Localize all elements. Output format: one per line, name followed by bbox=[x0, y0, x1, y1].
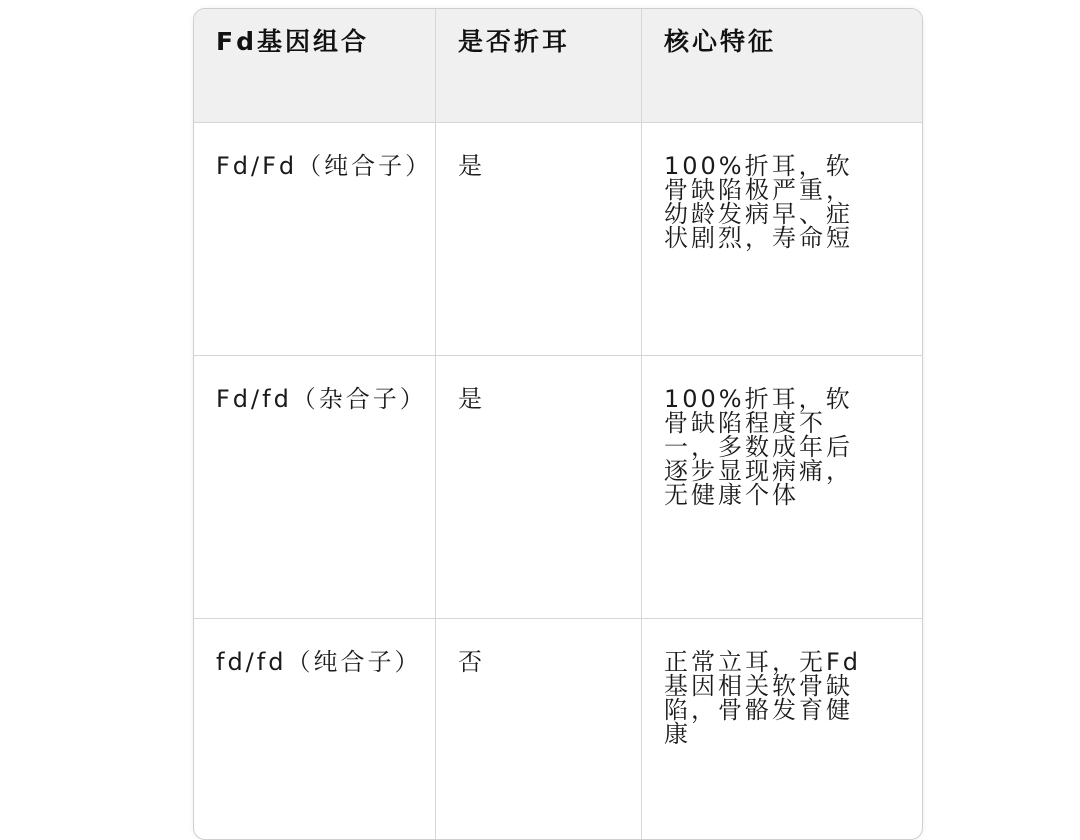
table-header-row bbox=[194, 9, 922, 123]
header-folded-ear: 是否折耳 bbox=[436, 9, 642, 122]
table-row bbox=[194, 123, 922, 356]
cell-core-traits: 100%折耳，软骨缺陷程度不一，多数成年后逐步显现病痛，无健康个体 bbox=[664, 385, 853, 509]
cell-core-traits: 100%折耳，软骨缺陷极严重，幼龄发病早、症状剧烈，寿命短 bbox=[664, 152, 853, 252]
cell-folded-ear: 否 bbox=[436, 619, 642, 840]
cell-core-traits: 正常立耳，无Fd基因相关软骨缺陷，骨骼发育健康 bbox=[664, 648, 862, 748]
gene-table bbox=[193, 8, 923, 840]
cell-genotype: Fd/Fd（纯合子） bbox=[194, 123, 436, 355]
cell-genotype: Fd/fd（杂合子） bbox=[194, 356, 436, 618]
header-core-traits: 核心特征 bbox=[664, 27, 777, 56]
cell-folded-ear: 是 bbox=[436, 356, 642, 618]
header-genotype: Fd基因组合 bbox=[194, 9, 436, 122]
cell-folded-ear: 是 bbox=[436, 123, 642, 355]
cell-genotype: fd/fd（纯合子） bbox=[194, 619, 436, 840]
table-row bbox=[194, 356, 922, 619]
table-row bbox=[194, 619, 922, 840]
